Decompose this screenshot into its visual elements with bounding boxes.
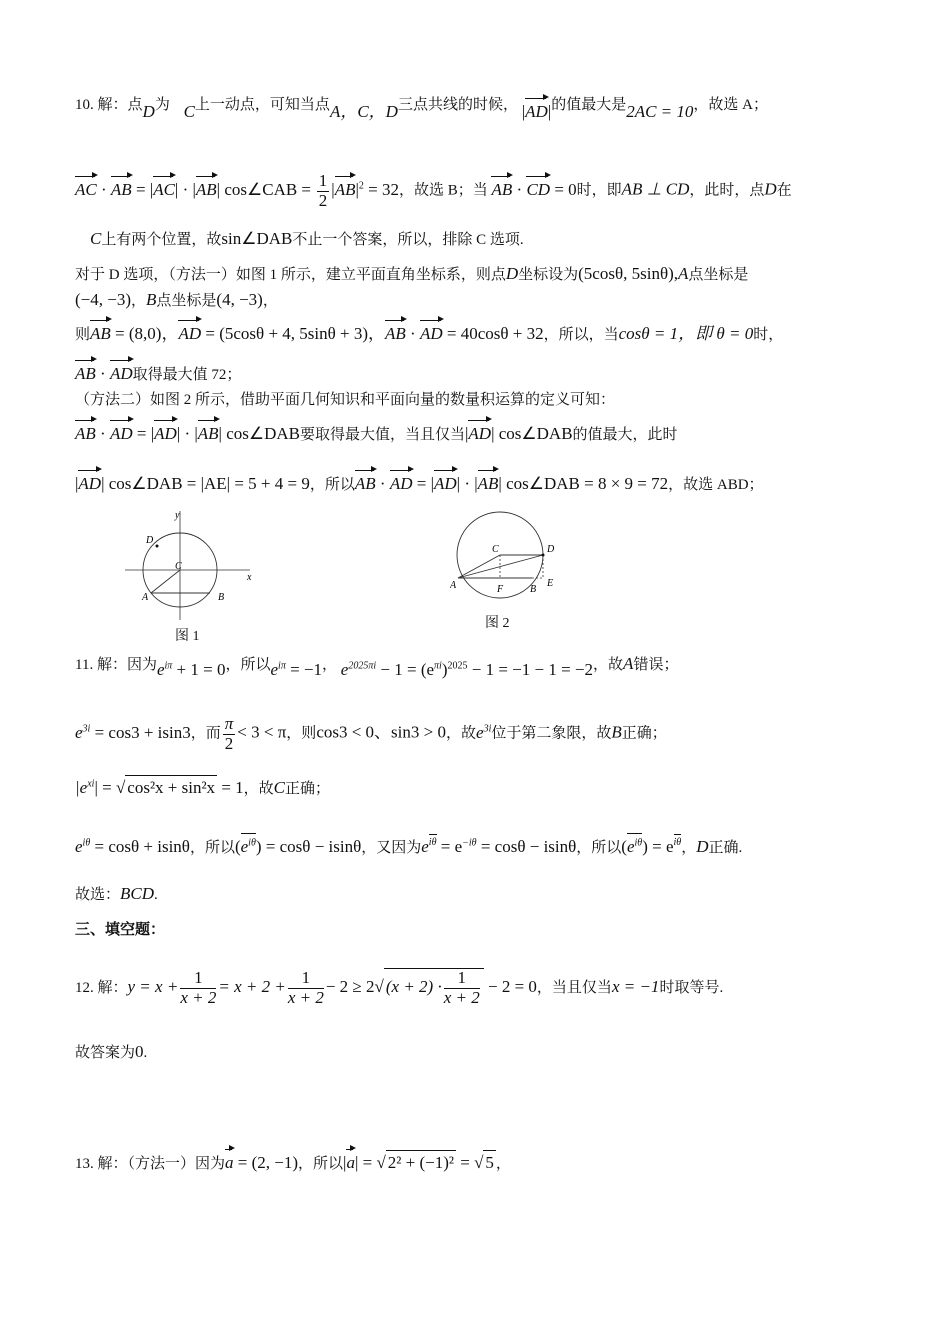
q10-line-8: （方法二）如图 2 所示，借助平面几何知识和平面向量的数量积运算的定义可知： xyxy=(75,392,616,408)
q13-line-1: 13. 解：（方法一）因为a = (2, −1)，所以|a| = √ 2² + (−1)² = √ 5 ， xyxy=(75,1150,890,1175)
q13-label: 13. 解：（方法一）因为 xyxy=(75,1156,226,1172)
section-3-heading: 三、填空题： xyxy=(75,921,166,938)
q10-line-7: AB · AD取得最大值 72； xyxy=(75,362,890,386)
figure-1 xyxy=(125,508,260,623)
q11-line-2: $e^{3i} = \cos 3 + isin3$，而 $\frac{\pi}{2}$ < 3 < π，则cos3 < 0、sin3 > 0，故$e^{3i}$位于第二象限，故B正确； xyxy=(75,714,667,753)
fig2-label-d: D xyxy=(547,544,555,555)
q11-line-3: $|e^{xi}|$ = √ cos²x + sin²x = 1，故C正确； xyxy=(75,775,890,800)
figure-2 xyxy=(450,510,565,600)
q11-line-1: 11. 解：因为$e^{i\pi} + 1 = 0$，所以$e^{i\pi} = -1$， $e^{2025\pi i} - 1 = (e^{\pi i})^{2025} - 1 = -1 - 1 = -2$，故A错误； xyxy=(75,654,679,679)
q11-line-5: 故选：BCD. xyxy=(75,884,158,903)
figure-1-caption: 图 1 xyxy=(175,629,200,644)
fig2-segment-ad xyxy=(458,555,543,578)
fig2-label-f: F xyxy=(497,584,504,595)
fig1-label-x: x xyxy=(247,572,252,583)
q10-line-2: AC · AB = |AC| · |AB| cos∠CAB = $\frac{1}{2}$ $|AB|^2 = 32$，故选 B；当 AB · CD = 0时，即AB ⊥ CD，此时，点D在 xyxy=(75,171,792,210)
fig1-label-d: D xyxy=(146,535,154,546)
q12-label: 12. 解： xyxy=(75,980,128,997)
fig1-label-y: y xyxy=(175,510,180,521)
fig2-label-b: B xyxy=(530,584,537,595)
q10-line-3: C上有两个位置，故sin∠DAB不止一个答案，所以，排除 C 选项. xyxy=(90,229,524,248)
fig2-segment-ac xyxy=(458,555,500,578)
q12-line-1: 12. 解：y = x + $\frac{1}{x + 2}$ = x + 2 + $\frac{1}{x + 2}$ − 2 ≥ 2√ (x + 2) · $\frac{1}{x + 2}$ − 2 = 0，当且仅当x = −1时取等号. xyxy=(75,968,724,1008)
q10-line-6: 则AB = (8,0)，AD = (5cosθ + 4, 5sinθ + 3)，AB · AD = 40cosθ + 32，所以，当cosθ = 1，即 θ = 0时， xyxy=(75,322,890,346)
q12-line-2: 故答案为0. xyxy=(75,1042,148,1061)
fig1-segment-ac xyxy=(151,570,180,593)
q10-line-4: 对于 D 选项，（方法一）如图 1 所示，建立平面直角坐标系，则点D坐标设为(5cosθ, 5sinθ),A点坐标是 xyxy=(75,264,749,283)
fig1-point-d xyxy=(156,545,159,548)
q11-label: 11. 解：因为 xyxy=(75,657,157,673)
q11-line-4: $e^{i\theta} = \cos\theta + isin\theta$，所以$(e^{i\theta}) = \cos\theta - isin\theta$，又因为$e^{i\theta} = e^{-i\theta} = \cos\theta - isin\theta$，所以$(e^{i\theta}) = e^{i\theta}$，D正确. xyxy=(75,833,890,859)
q10-label: 10. 解： xyxy=(75,97,128,113)
q10-line-5: (−4, −3)，B点坐标是(4, −3)， xyxy=(75,290,278,309)
fig2-label-c: C xyxy=(492,544,499,555)
fig2-point-d xyxy=(542,554,545,557)
fig1-label-c: C xyxy=(175,561,182,572)
fig1-label-a: A xyxy=(142,592,149,603)
fig1-label-b: B xyxy=(218,592,225,603)
fig2-label-e: E xyxy=(547,578,554,589)
q10-line-10: |AD| cos∠DAB = |AE| = 5 + 4 = 9，所以AB · AD = |AD| · |AB| cos∠DAB = 8 × 9 = 72，故选 ABD； xyxy=(75,472,890,496)
fig2-label-a: A xyxy=(450,580,457,591)
figure-2-caption: 图 2 xyxy=(485,616,510,631)
q10-line-9: AB · AD = |AD| · |AB| cos∠DAB要取得最大值，当且仅当|AD| cos∠DAB的值最大，此时 xyxy=(75,422,890,446)
q10-line-1: 10. 解：点D为 C上一动点，可知当点A，C，D三点共线的时候， |AD|的值最大是2AC = 10，故选 A； xyxy=(75,92,890,116)
